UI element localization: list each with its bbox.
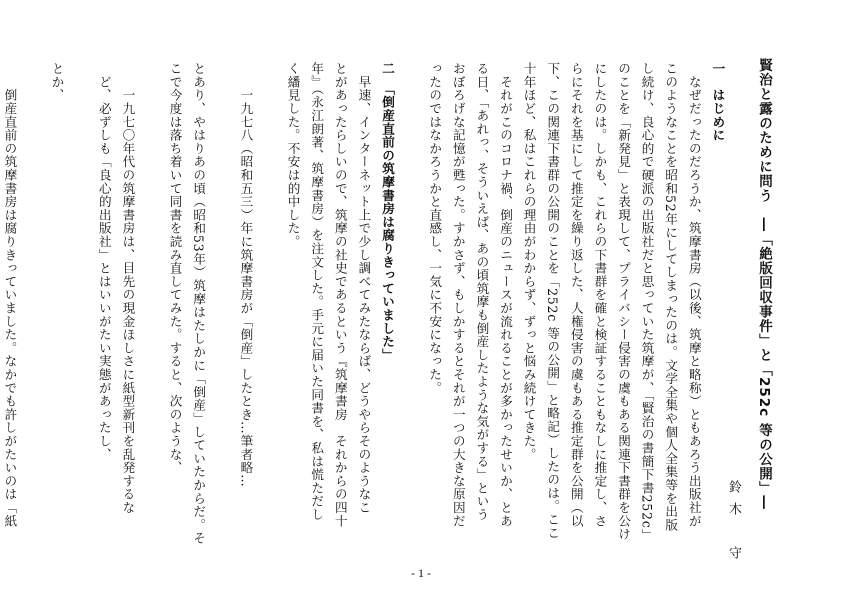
text-line: このようなことを昭和52年にしてしまったのは。文学全集や個人全集等を出版	[663, 62, 679, 532]
section-heading: 一 はじめに	[710, 62, 726, 142]
text-line: とがあったらしいので、筑摩の社史であるという『筑摩書房 それからの四十	[332, 62, 348, 528]
text-line: 年』（永江朗著、筑摩書房）を注文した。手元に届いた同書を、私は慌ただし	[309, 62, 325, 522]
text-line: 早速、インターネット上で少し調べてみたならば、どうやらそのようなこ	[356, 62, 372, 515]
text-line: おぼろげな記憶が甦った。すかさず、もしかするとそれが一つの大きな原因だ	[450, 62, 466, 528]
text-line: 一九七八（昭和五三）年に筑摩書房が「倒産」したとき…筆者略…	[238, 62, 254, 488]
text-line: なぜだったのだろうか、筑摩書房（以後、筑摩と略称）ともあろう出版社が	[686, 62, 702, 528]
text-line: 一九七〇年代の筑摩書房は、目先の現金ほしさに紙型新刊を乱発するな	[120, 62, 136, 515]
article-title: 賢治と露のために問う ―「絶版回収事件」と「252c 等の公開」―	[756, 58, 772, 510]
text-line: 下、この関連下書群の公開のことを「252c 等の公開」と略記）したのは。ここ	[545, 62, 561, 540]
author-name: 鈴木 守	[726, 480, 741, 568]
text-line: こで今度は落ち着いて同書を読み直してみた。すると、次のような、	[167, 62, 183, 475]
text-line: のことを「新発見」と表現して、プライバシー侵害の虞もある関連下書群を公け	[616, 62, 631, 541]
text-line: ど、必ずしも「良心的出版社」とはいいがたい実態があったし、	[96, 62, 112, 461]
text-line: らにそれを基にして推定を繰り返した、人権侵害の虞もある推定群を公開（以	[568, 62, 584, 528]
text-line: それがこのコロナ禍、倒産のニュースが流れることが多かったせいか、とあ	[498, 62, 513, 528]
text-line: とか、	[49, 62, 65, 102]
text-line: し続け、良心的で硬派の出版社だと思っていた筑摩が、「賢治の書簡下書252c」	[639, 62, 655, 542]
page-number: - 1 -	[411, 566, 431, 580]
text-line: る日、「あれっ、そういえば、あの頃筑摩も倒産したような気がする」という	[474, 62, 490, 522]
text-line: く繙見した。不安は的中した。	[285, 62, 301, 249]
text-line: ったのではなかろうかと直感し、一気に不安になった。	[427, 62, 443, 395]
text-line: 十年ほど、私はこれらの理由がわからず、ずっと悩み続けてきた。	[521, 62, 537, 461]
text-line: とあり、やはりあの頃（昭和53年）筑摩はたしかに「倒産」していたからだ。そ	[191, 62, 207, 545]
text-line: にしたのは。しかも、これらの下書群を確と検証することもなしに推定し、さ	[592, 62, 608, 528]
section-heading: 二 「倒産直前の筑摩書房は腐りきっていました」	[380, 62, 395, 362]
text-line: 倒産直前の筑摩書房は腐りきっていました。なかでも許しがたいのは「紙	[2, 62, 18, 528]
